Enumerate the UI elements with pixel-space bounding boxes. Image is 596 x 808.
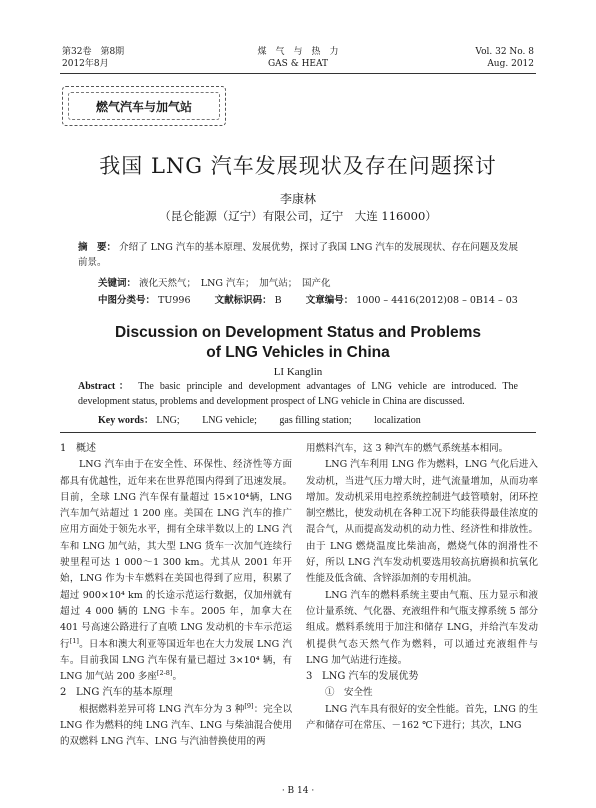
header-divider <box>60 73 536 74</box>
section-title-3: LNG 汽车的发展优势 <box>322 671 419 683</box>
paragraph-overview <box>60 457 292 685</box>
keywords-cn <box>98 276 331 291</box>
abstract-text-cn: 介绍了 LNG 汽车的基本原理、发展优势，探讨了我国 LNG 汽车的发展现状、存在问题及发展前景。 <box>78 242 518 268</box>
doc-code-label: 文献标识码： <box>214 295 272 306</box>
author-name-en: LI Kanglin <box>273 366 323 378</box>
column-tag-frame <box>68 92 220 120</box>
paragraph-principle-3: LNG 汽车的燃料系统主要由气瓶、压力显示和液位计量系统、气化器、充液组件和气瓶支撑系统 5 部分组成。燃料系统用于加注和储存 LNG，并给汽车发动机提供气态天然气作为燃料，可以通过充液组件与 LNG 加气站进行连接。 <box>306 589 538 666</box>
section-heading-3 <box>306 669 538 685</box>
section-title-1: 概述 <box>76 443 96 454</box>
article-id-value: 1000 – 4416(2012)08 – 0B14 – 03 <box>356 295 518 306</box>
keyword-en-4: localization <box>374 415 421 426</box>
paragraph-overview-text-2: 。日本和澳大利亚等国近年也在大力发展 LNG 汽车。目前我国 LNG 汽车保有量已超过 3×10⁴ 辆，有 LNG 加气站 200 多座 <box>60 638 292 683</box>
section-number-3: 3 <box>306 671 313 683</box>
journal-name-cn: 煤 气 与 热 力 <box>257 47 339 57</box>
article-title-cn: 我国 LNG 汽车发展现状及存在问题探讨 <box>99 154 497 178</box>
citation-ref-2-8: [2-8] <box>156 669 173 677</box>
body-divider <box>60 432 536 433</box>
abstract-text-en: The basic principle and development advantages of LNG vehicle are introduced. The development status, problems and development prospect of LNG vehicle in China are discussed. <box>78 381 518 407</box>
journal-name-en: GAS & HEAT <box>267 59 329 69</box>
article-title-en-line2: of LNG Vehicles in China <box>206 344 390 361</box>
keywords-label-en: Key words： <box>98 415 154 426</box>
section-number-1: 1 <box>60 443 67 454</box>
keyword-en-2: LNG vehicle; <box>202 415 257 426</box>
paragraph-principle-1-tail: ：完全以 LNG 作为燃料的纯 LNG 汽车、LNG 与柴油混合使用的双燃料 LNG 汽车、LNG 与汽油替换使用的两 <box>60 703 292 748</box>
keywords-label-cn: 关键词： <box>98 278 137 289</box>
section-number-2: 2 <box>60 687 67 699</box>
keyword-en-1: LNG; <box>156 415 180 426</box>
body-column-left <box>60 441 292 751</box>
keywords-en <box>98 411 421 426</box>
paragraph-principle-2: LNG 汽车利用 LNG 作为燃料，LNG 气化后进入发动机，当进气压力增大时，进气流量增加，从而功率增加。发动机采用电控系统控制进气歧管喷射，闭环控制空燃比，使发动机在各种工况下均能获得最佳浓度的混合气，从而提高发动机的动力性、经济性和排放性。由于 LNG 燃烧温度比柴油高，燃烧气体的润滑性不好，所以 LNG 汽车发动机要选用较高抗磨损和抗氧化性能及低含硫、含锌添加剂的专用机油。 <box>306 459 538 585</box>
doc-code-value: B <box>274 295 282 306</box>
class-number-label: 中图分类号： <box>98 295 156 306</box>
abstract-cn <box>78 240 518 270</box>
column-tag-label: 燃气汽车与加气站 <box>95 99 192 114</box>
column-tag-box <box>62 86 226 126</box>
section-title-2: LNG 汽车的基本原理 <box>76 687 173 699</box>
paragraph-safety: LNG 汽车具有很好的安全性能。首先，LNG 的生产和储存可在常压、－162 ℃下进行；其次，LNG <box>306 703 538 732</box>
journal-volume-info-en <box>475 46 534 70</box>
paragraph-principle-1-continued: 用燃料汽车，这 3 种汽车的燃气系统基本相同。 <box>306 443 509 454</box>
paragraph-principle-1 <box>60 702 292 751</box>
article-id-label: 文章编号： <box>305 295 354 306</box>
abstract-en <box>78 380 518 409</box>
journal-volume: 第32卷 第8期 <box>62 47 125 57</box>
keywords-text-cn: 液化天然气； LNG 汽车； 加气站； 国产化 <box>139 278 331 289</box>
page-number: · B 14 · <box>281 786 315 796</box>
citation-ref-9: [9] <box>244 701 254 710</box>
classification-line <box>98 293 518 308</box>
subheading-safety: ① 安全性 <box>325 687 373 699</box>
section-heading-1 <box>60 441 292 457</box>
journal-date-en: Aug. 2012 <box>487 59 534 69</box>
class-number-value: TU996 <box>158 295 191 306</box>
article-title-en-line1: Discussion on Development Status and Problems <box>114 324 482 341</box>
abstract-label-en: Abstract： <box>78 381 133 392</box>
article-title-en <box>0 323 596 363</box>
abstract-label-cn: 摘 要： <box>78 242 117 253</box>
body-column-right <box>306 441 538 734</box>
journal-date-cn: 2012年8月 <box>62 59 109 69</box>
paragraph-overview-text: LNG 汽车由于在安全性、环保性、经济性等方面都具有优越性，近年来在世界范围内得到了迅速发展。目前，全球 LNG 汽车保有量超过 15×10⁴辆，LNG 汽车加气站超过 1 200 座。美国在 LNG 汽车的推广应用方面处于领先水平，拥有全球半数以上的 LNG 汽车和 LNG 加气站，其大型 LNG 货车一次加气连续行驶里程可达 1 000～1 300 km。尤其从 2001 年开始，LNG 作为卡车燃料在美国也得到了应用，积累了超过 900×10⁴ km 的长途示范运行数据，仅加州就有超过 4 000 辆的 LNG 卡车。2005 年，加拿大在 401 号高速公路进行了直喷 LNG 发动机的卡车示范运行 <box>60 459 292 650</box>
paragraph-principle-1-text: 根据燃料差异可将 LNG 汽车分为 3 种 <box>79 703 245 715</box>
author-affiliation-cn: （昆仑能源（辽宁）有限公司，辽宁 大连 116000） <box>159 209 437 223</box>
author-name-cn: 李康林 <box>279 192 316 206</box>
section-heading-2 <box>60 685 292 701</box>
paragraph-overview-end: 。 <box>172 671 182 683</box>
journal-volume-en: Vol. 32 No. 8 <box>475 47 534 57</box>
keyword-en-3: gas filling station; <box>279 415 352 426</box>
citation-ref-1: [1] <box>69 636 79 645</box>
